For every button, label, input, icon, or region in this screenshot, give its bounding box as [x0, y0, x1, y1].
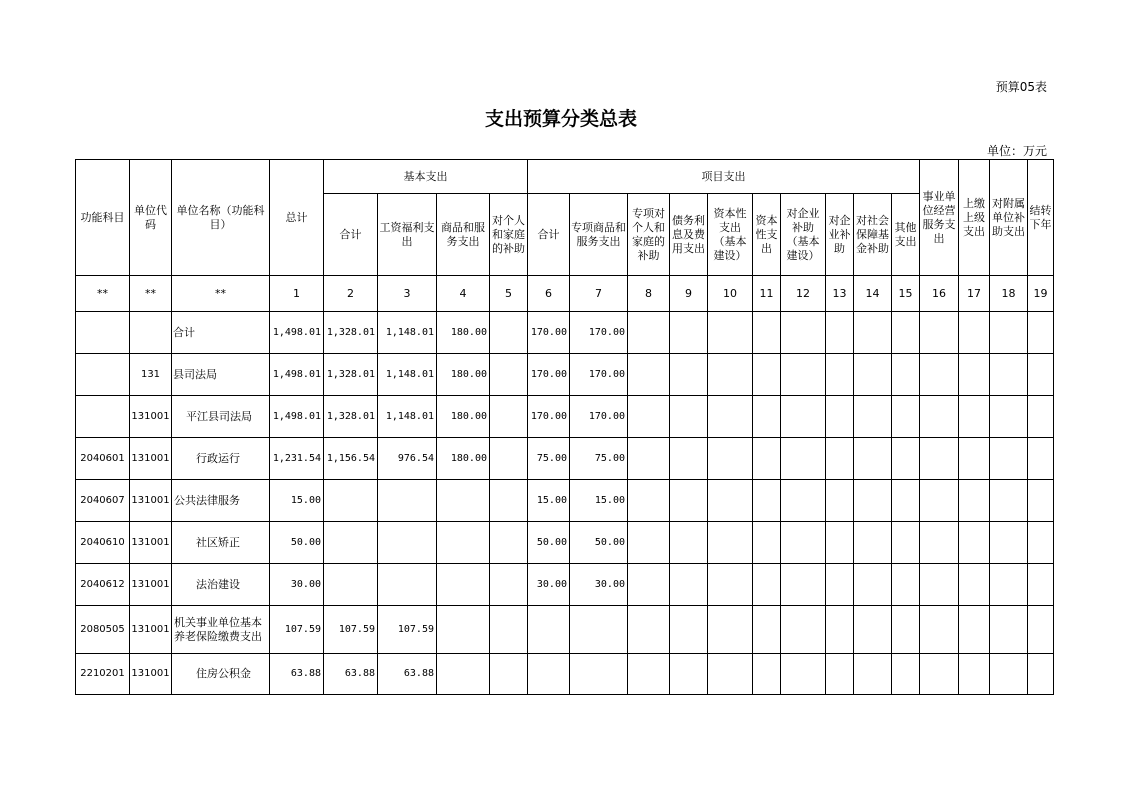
empty-cell: [670, 522, 708, 564]
empty-cell: [781, 522, 826, 564]
unit-name-cell: 行政运行: [172, 438, 270, 480]
func-subject-cell: [76, 354, 130, 396]
unit-label: 单位：万元: [986, 144, 1047, 158]
empty-cell: [892, 396, 920, 438]
goods-cell: [437, 522, 490, 564]
empty-cell: [1028, 564, 1054, 606]
header-func-subject: 功能科目: [76, 160, 130, 276]
proj-total-cell: 30.00: [528, 564, 570, 606]
table-row: [76, 654, 1054, 695]
empty-cell: [781, 564, 826, 606]
data-rows: [76, 312, 1054, 695]
wage-cell: [378, 522, 437, 564]
empty-cell: [920, 354, 959, 396]
total-cell: 107.59: [270, 606, 324, 654]
empty-cell: [1028, 312, 1054, 354]
empty-cell: [670, 606, 708, 654]
func-subject-cell: [76, 312, 130, 354]
goods-cell: 180.00: [437, 354, 490, 396]
header-basic-total: 合计: [324, 194, 378, 276]
empty-cell: [920, 654, 959, 695]
unit-code-cell: 131001: [130, 480, 172, 522]
empty-cell: [781, 312, 826, 354]
header-enterprise-basic: 对企业补助（基本建设）: [781, 194, 826, 276]
wage-cell: 1,148.01: [378, 312, 437, 354]
empty-cell: [628, 564, 670, 606]
proj-total-cell: 170.00: [528, 312, 570, 354]
empty-cell: [854, 354, 892, 396]
unit-code-cell: 131001: [130, 438, 172, 480]
empty-cell: [990, 438, 1028, 480]
proj-total-cell: 15.00: [528, 480, 570, 522]
personal-cell: [490, 522, 528, 564]
unit-code-cell: 131001: [130, 564, 172, 606]
wage-cell: [378, 564, 437, 606]
header-personal: 对个人和家庭的补助: [490, 194, 528, 276]
basic-total-cell: 1,328.01: [324, 312, 378, 354]
personal-cell: [490, 654, 528, 695]
index-cell: 4: [437, 276, 490, 312]
budget-table: [75, 159, 1054, 695]
empty-cell: [854, 654, 892, 695]
personal-cell: [490, 564, 528, 606]
index-cell: 18: [990, 276, 1028, 312]
goods-cell: 180.00: [437, 396, 490, 438]
empty-cell: [628, 654, 670, 695]
empty-cell: [708, 396, 753, 438]
index-cell: 2: [324, 276, 378, 312]
empty-cell: [670, 438, 708, 480]
header-capital-basic: 资本性支出（基本建设）: [708, 194, 753, 276]
unit-name-cell: 公共法律服务: [172, 480, 270, 522]
empty-cell: [781, 354, 826, 396]
table-row: [76, 312, 1054, 354]
empty-cell: [892, 312, 920, 354]
empty-cell: [753, 564, 781, 606]
empty-cell: [1028, 438, 1054, 480]
empty-cell: [781, 438, 826, 480]
empty-cell: [892, 438, 920, 480]
empty-cell: [1028, 654, 1054, 695]
header-enterprise: 对企业补助: [826, 194, 854, 276]
empty-cell: [753, 606, 781, 654]
empty-cell: [892, 564, 920, 606]
basic-total-cell: 1,328.01: [324, 354, 378, 396]
empty-cell: [959, 438, 990, 480]
empty-cell: [628, 354, 670, 396]
header-unit-name: 单位名称（功能科目）: [172, 160, 270, 276]
index-cell: 13: [826, 276, 854, 312]
basic-total-cell: 63.88: [324, 654, 378, 695]
personal-cell: [490, 312, 528, 354]
empty-cell: [959, 654, 990, 695]
goods-cell: 180.00: [437, 438, 490, 480]
unit-name-cell: 住房公积金: [172, 654, 270, 695]
header-unit-code: 单位代码: [130, 160, 172, 276]
total-cell: 1,231.54: [270, 438, 324, 480]
index-cell: 5: [490, 276, 528, 312]
empty-cell: [708, 522, 753, 564]
personal-cell: [490, 354, 528, 396]
unit-code-cell: 131: [130, 354, 172, 396]
empty-cell: [892, 654, 920, 695]
empty-cell: [959, 354, 990, 396]
unit-name-cell: 法治建设: [172, 564, 270, 606]
empty-cell: [670, 312, 708, 354]
func-subject-cell: 2040607: [76, 480, 130, 522]
empty-cell: [670, 354, 708, 396]
goods-cell: [437, 564, 490, 606]
form-number: 预算05表: [995, 80, 1047, 94]
wage-cell: 1,148.01: [378, 354, 437, 396]
proj-goods-cell: 15.00: [570, 480, 628, 522]
header-goods: 商品和服务支出: [437, 194, 490, 276]
total-cell: 1,498.01: [270, 312, 324, 354]
personal-cell: [490, 396, 528, 438]
index-cell: 15: [892, 276, 920, 312]
proj-goods-cell: 170.00: [570, 354, 628, 396]
empty-cell: [670, 396, 708, 438]
empty-cell: [1028, 480, 1054, 522]
index-cell: 11: [753, 276, 781, 312]
proj-goods-cell: 170.00: [570, 396, 628, 438]
empty-cell: [990, 564, 1028, 606]
header-debt: 债务利息及费用支出: [670, 194, 708, 276]
proj-total-cell: [528, 606, 570, 654]
unit-name-cell: 平江县司法局: [172, 396, 270, 438]
empty-cell: [670, 564, 708, 606]
index-cell: **: [76, 276, 130, 312]
header-row-1: [76, 160, 1054, 194]
unit-name-cell: 县司法局: [172, 354, 270, 396]
index-cell: 7: [570, 276, 628, 312]
empty-cell: [959, 312, 990, 354]
basic-total-cell: 1,328.01: [324, 396, 378, 438]
proj-total-cell: 170.00: [528, 396, 570, 438]
empty-cell: [990, 312, 1028, 354]
header-capital: 资本性支出: [753, 194, 781, 276]
proj-total-cell: 170.00: [528, 354, 570, 396]
empty-cell: [628, 522, 670, 564]
empty-cell: [753, 438, 781, 480]
empty-cell: [920, 606, 959, 654]
table-row: [76, 480, 1054, 522]
empty-cell: [920, 312, 959, 354]
empty-cell: [990, 522, 1028, 564]
total-cell: 15.00: [270, 480, 324, 522]
empty-cell: [708, 654, 753, 695]
header-proj-goods: 专项商品和服务支出: [570, 194, 628, 276]
empty-cell: [708, 480, 753, 522]
empty-cell: [854, 312, 892, 354]
empty-cell: [708, 438, 753, 480]
index-cell: 6: [528, 276, 570, 312]
empty-cell: [826, 522, 854, 564]
proj-goods-cell: 30.00: [570, 564, 628, 606]
empty-cell: [826, 396, 854, 438]
index-cell: 9: [670, 276, 708, 312]
empty-cell: [854, 522, 892, 564]
total-cell: 63.88: [270, 654, 324, 695]
table-row: [76, 522, 1054, 564]
proj-total-cell: [528, 654, 570, 695]
header-subsidiary: 对附属单位补助支出: [990, 160, 1028, 276]
unit-code-cell: 131001: [130, 606, 172, 654]
header-carryover: 结转下年: [1028, 160, 1054, 276]
header-total: 总计: [270, 160, 324, 276]
page-title: 支出预算分类总表: [484, 108, 637, 130]
empty-cell: [959, 564, 990, 606]
personal-cell: [490, 480, 528, 522]
func-subject-cell: 2080505: [76, 606, 130, 654]
empty-cell: [708, 354, 753, 396]
empty-cell: [670, 654, 708, 695]
table-row: [76, 564, 1054, 606]
unit-code-cell: 131001: [130, 654, 172, 695]
empty-cell: [920, 438, 959, 480]
empty-cell: [826, 564, 854, 606]
empty-cell: [892, 522, 920, 564]
empty-cell: [781, 606, 826, 654]
empty-cell: [1028, 522, 1054, 564]
total-cell: 1,498.01: [270, 354, 324, 396]
index-cell: 19: [1028, 276, 1054, 312]
empty-cell: [826, 438, 854, 480]
func-subject-cell: 2210201: [76, 654, 130, 695]
header-project: 项目支出: [528, 160, 920, 194]
empty-cell: [826, 606, 854, 654]
empty-cell: [826, 354, 854, 396]
basic-total-cell: [324, 522, 378, 564]
index-cell: 10: [708, 276, 753, 312]
func-subject-cell: 2040610: [76, 522, 130, 564]
empty-cell: [826, 312, 854, 354]
index-cell: 16: [920, 276, 959, 312]
empty-cell: [959, 396, 990, 438]
empty-cell: [854, 480, 892, 522]
empty-cell: [854, 564, 892, 606]
empty-cell: [854, 606, 892, 654]
goods-cell: [437, 654, 490, 695]
empty-cell: [628, 396, 670, 438]
index-cell: **: [130, 276, 172, 312]
empty-cell: [990, 606, 1028, 654]
total-cell: 50.00: [270, 522, 324, 564]
personal-cell: [490, 606, 528, 654]
empty-cell: [826, 654, 854, 695]
empty-cell: [781, 654, 826, 695]
index-row: [76, 276, 1054, 312]
table-row: [76, 354, 1054, 396]
basic-total-cell: [324, 564, 378, 606]
empty-cell: [753, 522, 781, 564]
proj-total-cell: 75.00: [528, 438, 570, 480]
goods-cell: 180.00: [437, 312, 490, 354]
empty-cell: [959, 606, 990, 654]
empty-cell: [1028, 606, 1054, 654]
index-cell: 14: [854, 276, 892, 312]
proj-goods-cell: [570, 654, 628, 695]
empty-cell: [753, 654, 781, 695]
empty-cell: [920, 480, 959, 522]
basic-total-cell: 1,156.54: [324, 438, 378, 480]
empty-cell: [628, 606, 670, 654]
empty-cell: [708, 312, 753, 354]
func-subject-cell: 2040612: [76, 564, 130, 606]
empty-cell: [892, 354, 920, 396]
empty-cell: [990, 354, 1028, 396]
index-cell: 3: [378, 276, 437, 312]
header-other: 其他支出: [892, 194, 920, 276]
wage-cell: 976.54: [378, 438, 437, 480]
empty-cell: [920, 396, 959, 438]
proj-goods-cell: 170.00: [570, 312, 628, 354]
empty-cell: [1028, 396, 1054, 438]
empty-cell: [1028, 354, 1054, 396]
wage-cell: 63.88: [378, 654, 437, 695]
proj-goods-cell: 75.00: [570, 438, 628, 480]
index-cell: 17: [959, 276, 990, 312]
empty-cell: [990, 654, 1028, 695]
func-subject-cell: 2040601: [76, 438, 130, 480]
empty-cell: [854, 396, 892, 438]
empty-cell: [990, 480, 1028, 522]
table-row: [76, 606, 1054, 654]
index-cell: **: [172, 276, 270, 312]
empty-cell: [920, 522, 959, 564]
index-cell: 8: [628, 276, 670, 312]
empty-cell: [628, 480, 670, 522]
goods-cell: [437, 480, 490, 522]
empty-cell: [826, 480, 854, 522]
func-subject-cell: [76, 396, 130, 438]
empty-cell: [959, 522, 990, 564]
empty-cell: [628, 438, 670, 480]
unit-code-cell: 131001: [130, 522, 172, 564]
total-cell: 30.00: [270, 564, 324, 606]
header-proj-total: 合计: [528, 194, 570, 276]
basic-total-cell: [324, 480, 378, 522]
empty-cell: [781, 480, 826, 522]
unit-name-cell: 社区矫正: [172, 522, 270, 564]
header-proj-personal: 专项对个人和家庭的补助: [628, 194, 670, 276]
personal-cell: [490, 438, 528, 480]
empty-cell: [854, 438, 892, 480]
empty-cell: [753, 480, 781, 522]
index-cell: 12: [781, 276, 826, 312]
index-cell: 1: [270, 276, 324, 312]
header-social: 对社会保障基金补助: [854, 194, 892, 276]
unit-name-cell: 合计: [172, 312, 270, 354]
empty-cell: [708, 606, 753, 654]
wage-cell: [378, 480, 437, 522]
empty-cell: [753, 396, 781, 438]
empty-cell: [959, 480, 990, 522]
table-row: [76, 438, 1054, 480]
header-wage: 工资福利支出: [378, 194, 437, 276]
empty-cell: [708, 564, 753, 606]
wage-cell: 1,148.01: [378, 396, 437, 438]
basic-total-cell: 107.59: [324, 606, 378, 654]
empty-cell: [753, 312, 781, 354]
proj-total-cell: 50.00: [528, 522, 570, 564]
unit-name-cell: 机关事业单位基本养老保险缴费支出: [172, 606, 270, 654]
wage-cell: 107.59: [378, 606, 437, 654]
header-pay-superior: 上缴上级支出: [959, 160, 990, 276]
proj-goods-cell: 50.00: [570, 522, 628, 564]
proj-goods-cell: [570, 606, 628, 654]
empty-cell: [892, 606, 920, 654]
empty-cell: [670, 480, 708, 522]
unit-code-cell: 131001: [130, 396, 172, 438]
unit-code-cell: [130, 312, 172, 354]
empty-cell: [753, 354, 781, 396]
header-basic: 基本支出: [324, 160, 528, 194]
table-row: [76, 396, 1054, 438]
empty-cell: [892, 480, 920, 522]
empty-cell: [920, 564, 959, 606]
goods-cell: [437, 606, 490, 654]
empty-cell: [990, 396, 1028, 438]
header-public-service: 事业单位经营服务支出: [920, 160, 959, 276]
empty-cell: [781, 396, 826, 438]
empty-cell: [628, 312, 670, 354]
total-cell: 1,498.01: [270, 396, 324, 438]
